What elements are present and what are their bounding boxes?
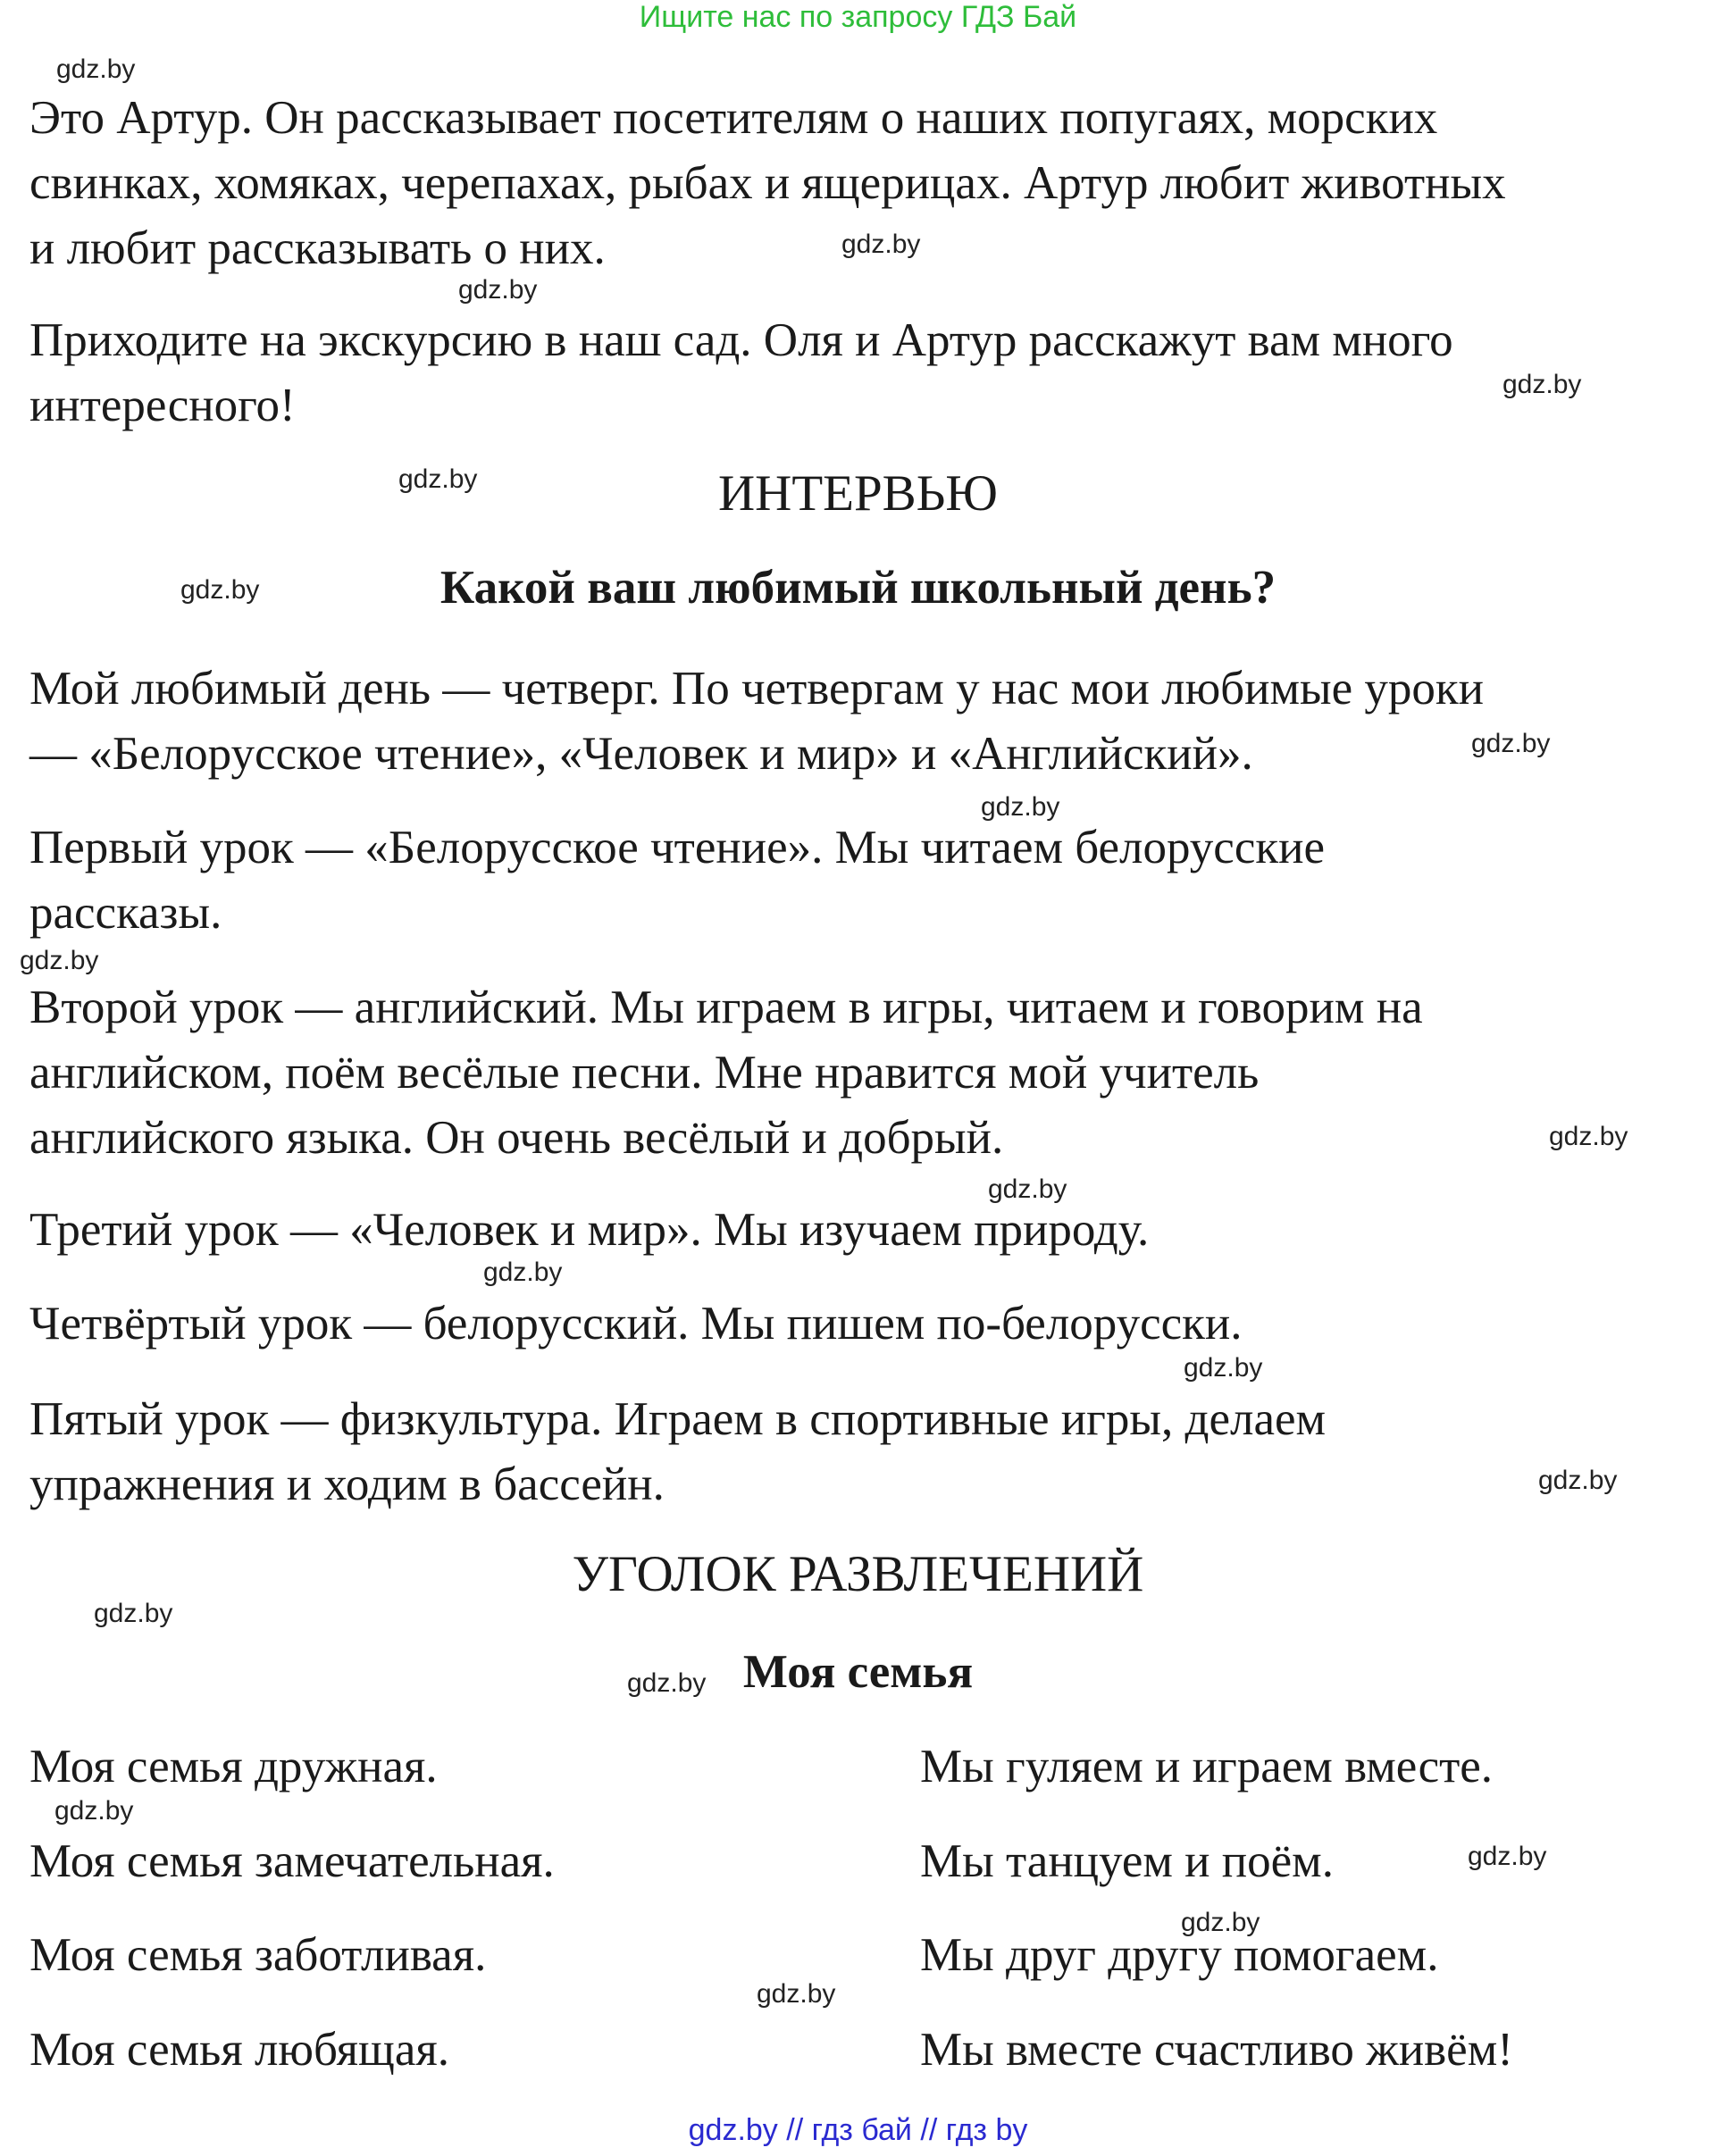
- watermark: gdz.by: [20, 946, 99, 975]
- watermark: gdz.by: [1503, 370, 1582, 399]
- poem-line: Моя семья дружная.: [29, 1741, 438, 1792]
- poem-line: Мы друг другу помогаем.: [920, 1929, 1439, 1981]
- watermark: gdz.by: [56, 54, 136, 84]
- text-line: Второй урок — английский. Мы играем в игры, читаем и говорим на: [29, 982, 1423, 1033]
- text-line: Мой любимый день — четверг. По четвергам у нас мои любимые уроки: [29, 663, 1485, 714]
- watermark: gdz.by: [180, 575, 260, 605]
- poem-line: Мы танцуем и поём.: [920, 1835, 1334, 1887]
- text-line: Приходите на экскурсию в наш сад. Оля и Артур расскажут вам много: [29, 314, 1453, 366]
- watermark: gdz.by: [398, 464, 478, 494]
- watermark: gdz.by: [1181, 1908, 1260, 1937]
- text-line: английского языка. Он очень весёлый и добрый.: [29, 1112, 1004, 1164]
- interview-paragraph: [29, 975, 1423, 1171]
- watermark: gdz.by: [757, 1979, 836, 2009]
- poem-line: Моя семья замечательная.: [29, 1835, 555, 1887]
- text-line: и любит рассказывать о них.: [29, 222, 606, 274]
- top-banner: Ищите нас по запросу ГДЗ Бай: [639, 0, 1077, 34]
- watermark: gdz.by: [627, 1668, 707, 1698]
- text-line: Третий урок — «Человек и мир». Мы изучаем природу.: [29, 1204, 1150, 1256]
- watermark: gdz.by: [981, 792, 1060, 822]
- fun-corner-title: Моя семья: [742, 1646, 974, 1698]
- watermark: gdz.by: [1471, 729, 1551, 758]
- text-line: рассказы.: [29, 887, 222, 939]
- text-line: — «Белорусское чтение», «Человек и мир» и «Английский».: [29, 728, 1253, 780]
- watermark: gdz.by: [483, 1258, 563, 1287]
- text-line: Первый урок — «Белорусское чтение». Мы читаем белорусские: [29, 822, 1325, 873]
- watermark: gdz.by: [1468, 1842, 1547, 1871]
- watermark: gdz.by: [988, 1174, 1067, 1204]
- poem-line: Моя семья любящая.: [29, 2024, 449, 2076]
- paragraph-intro-artur: [29, 86, 1506, 281]
- watermark: gdz.by: [458, 275, 538, 305]
- watermark: gdz.by: [1538, 1466, 1618, 1495]
- watermark: gdz.by: [841, 230, 921, 259]
- section-heading-interview: ИНТЕРВЬЮ: [718, 465, 998, 522]
- text-line: Пятый урок — физкультура. Играем в спортивные игры, делаем: [29, 1393, 1327, 1445]
- watermark: gdz.by: [94, 1599, 173, 1628]
- text-line: английском, поём весёлые песни. Мне нравится мой учитель: [29, 1047, 1260, 1099]
- interview-paragraph: [29, 656, 1484, 787]
- text-line: упражнения и ходим в бассейн.: [29, 1458, 665, 1510]
- poem-line: Мы вместе счастливо живём!: [920, 2024, 1513, 2076]
- poem-line: Мы гуляем и играем вместе.: [920, 1741, 1494, 1792]
- text-line: интересного!: [29, 380, 296, 431]
- interview-paragraph: [29, 1291, 1242, 1357]
- text-line: Четвёртый урок — белорусский. Мы пишем по-белорусски.: [29, 1298, 1243, 1350]
- paragraph-excursion: [29, 308, 1453, 439]
- interview-paragraph: [29, 1387, 1326, 1517]
- watermark: gdz.by: [1549, 1122, 1628, 1151]
- footer-links: gdz.by // гдз бай // гдз by: [688, 2113, 1028, 2147]
- watermark: gdz.by: [54, 1796, 134, 1826]
- interview-paragraph: [29, 815, 1325, 946]
- text-line: Это Артур. Он рассказывает посетителям о наших попугаях, морских: [29, 92, 1438, 144]
- poem-line: Моя семья заботливая.: [29, 1929, 487, 1981]
- text-line: свинках, хомяках, черепахах, рыбах и ящерицах. Артур любит животных: [29, 157, 1506, 209]
- watermark: gdz.by: [1184, 1353, 1263, 1383]
- interview-title: Какой ваш любимый школьный день?: [439, 562, 1277, 614]
- section-heading-fun-corner: УГОЛОК РАЗВЛЕЧЕНИЙ: [572, 1546, 1144, 1602]
- interview-paragraph: [29, 1198, 1149, 1263]
